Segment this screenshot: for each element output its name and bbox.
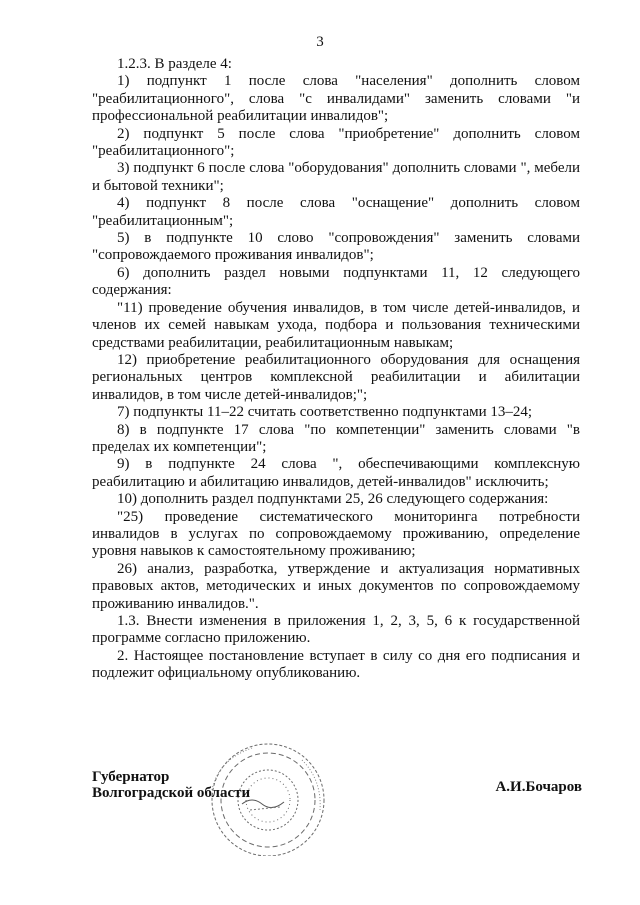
paragraph: 1.2.3. В разделе 4: [117,56,232,72]
paragraph: 1.3. Внести изменения в приложения 1, 2, 3, 5, 6 к государственной программе согласно приложению. [92,613,580,647]
paragraph: 5) в подпункте 10 слово "сопровождения" заменить словами "сопровождаемого проживания инвалидов"; [92,230,580,264]
signer-title-line: Губернатор [92,769,170,785]
paragraph: 1) подпункт 1 после слова "населения" дополнить словом "реабилитационного", слова "с инвалидами" заменить словами "и профессиональной реабилитации инвалидов"; [92,73,580,125]
paragraph: 10) дополнить раздел подпунктами 25, 26 следующего содержания: [117,491,549,508]
paragraph: 26) анализ, разработка, утверждение и актуализация нормативных правовых актов, методических и иных документов по сопровождаемому проживанию инвалидов.". [92,560,580,612]
paragraph: 12) приобретение реабилитационного оборудования для оснащения региональных центров комплексной реабилитации и абилитации инвалидов, в том числе детей-инвалидов;"; [92,351,580,403]
paragraph: 8) в подпункте 17 слова "по компетенции" заменить словами "в пределах их компетенции"; [92,421,580,455]
paragraph: 9) в подпункте 24 слова ", обеспечивающими комплексную реабилитацию и абилитацию инвалидов, детей-инвалидов" исключить; [92,456,580,490]
signer-title [92,769,250,801]
document-body [92,56,580,683]
signer-title-line: Волгоградской области [92,785,251,801]
page-number: 3 [316,34,324,50]
paragraph: "25) проведение систематического мониторинга потребности инвалидов в услугах по сопровождаемому проживанию, определение уровня навыков к самостоятельному проживанию; [92,508,580,560]
paragraph: 3) подпункт 6 после слова "оборудования" дополнить словами ", мебели и бытовой техники"; [92,160,580,194]
paragraph: 4) подпункт 8 после слова "оснащение" дополнить словом "реабилитационным"; [92,195,580,229]
signer-name: А.И.Бочаров [495,779,582,795]
paragraph: 7) подпункты 11–22 считать соответственно подпунктами 13–24; [117,404,533,421]
paragraph: 6) дополнить раздел новыми подпунктами 11, 12 следующего содержания: [92,264,580,299]
paragraph: 2) подпункт 5 после слова "приобретение" дополнить словом "реабилитационного"; [92,125,580,160]
paragraph: "11) проведение обучения инвалидов, в том числе детей-инвалидов, и членов их семей навыкам ухода, подбора и пользования техническими средствами реабилитации, реабилитационным навыкам; [92,299,580,351]
paragraph: 2. Настоящее постановление вступает в силу со дня его подписания и подлежит официальному опубликованию. [92,647,580,682]
